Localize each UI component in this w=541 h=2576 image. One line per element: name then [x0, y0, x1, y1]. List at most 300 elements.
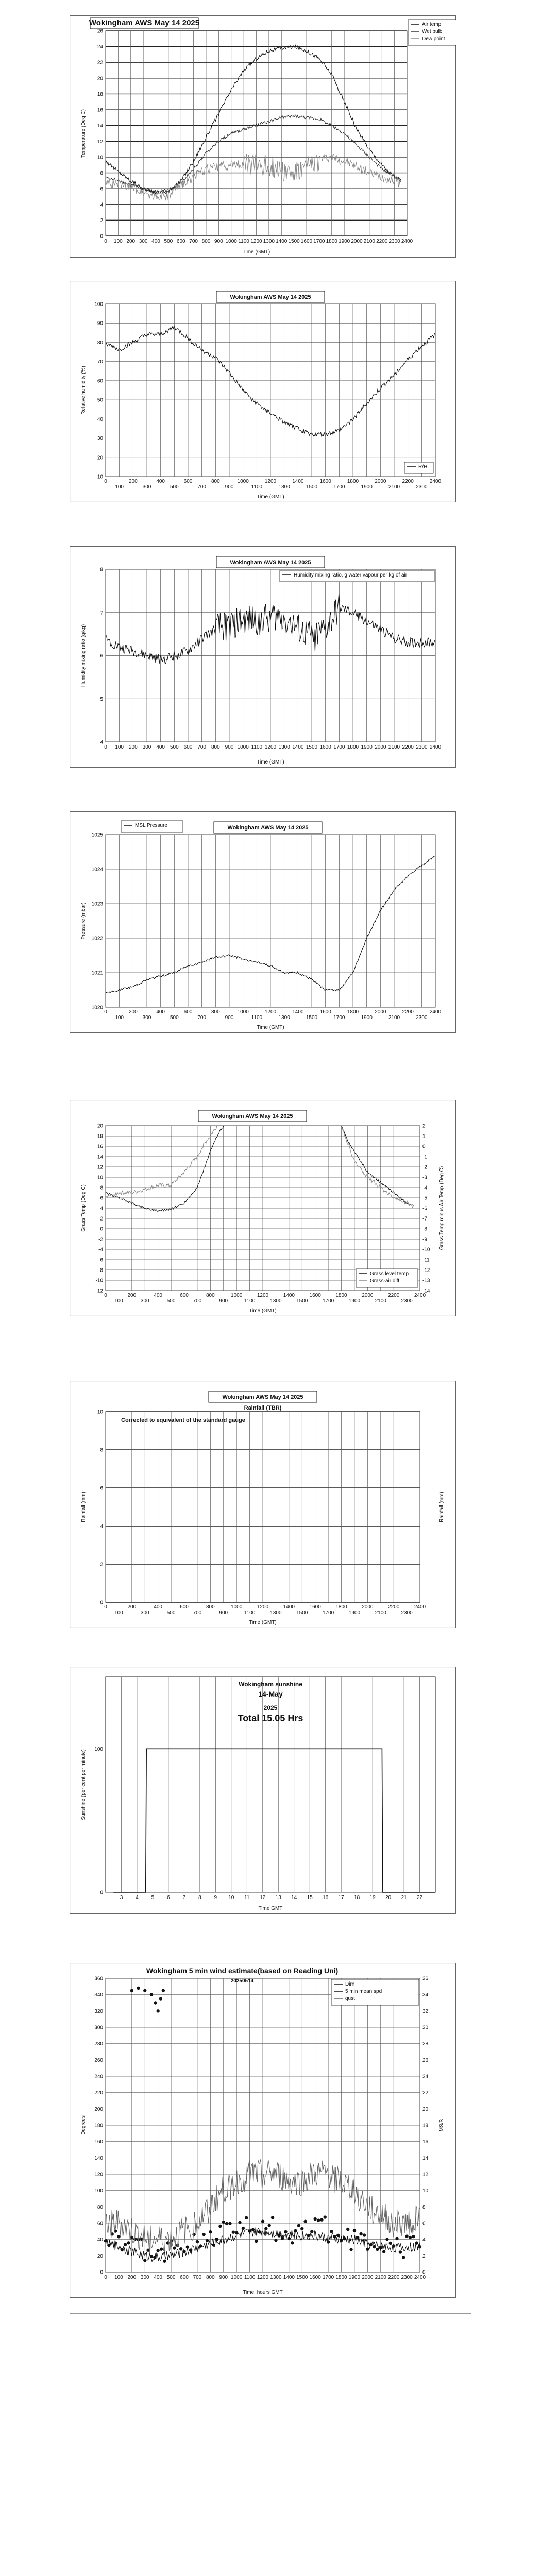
x-tick-label: 500 [166, 1298, 176, 1304]
x-tick-label: 400 [156, 479, 165, 484]
x-tick-label: 1400 [292, 479, 304, 484]
x-tick-label: 1900 [339, 239, 350, 244]
y2-tick-label: -1 [422, 1154, 427, 1160]
x-tick-label: 1900 [361, 744, 373, 750]
wind-direction-point [363, 2233, 366, 2236]
y-tick-label: 14 [97, 1154, 103, 1160]
y-tick-label: 4 [100, 1206, 103, 1212]
chart-title: Wokingham AWS May 14 2025 [227, 825, 309, 831]
y-tick-label: 160 [94, 2139, 103, 2145]
wind-direction-point [261, 2219, 264, 2223]
chart-year: 2025 [263, 1704, 278, 1711]
x-tick-label: 1600 [309, 2275, 321, 2280]
x-tick-label: 1000 [237, 479, 249, 484]
x-tick-label: 10 [228, 1895, 234, 1901]
y-axis-label: Pressure (mbar) [81, 902, 87, 940]
y2-tick-label: -14 [422, 1288, 430, 1294]
x-tick-label: 2000 [375, 744, 386, 750]
y2-tick-label: -10 [422, 1247, 430, 1253]
x-tick-label: 500 [170, 1015, 179, 1021]
chart-wind [70, 1963, 456, 2298]
legend-label: R/H [418, 464, 428, 470]
x-tick-label: 1500 [306, 1015, 318, 1021]
x-tick-label: 1000 [237, 744, 249, 750]
x-tick-label: 2100 [375, 1298, 386, 1304]
wind-direction-point [376, 2248, 379, 2251]
wind-direction-point [303, 2219, 307, 2223]
chart-title: Wokingham 5 min wind estimate(based on Reading Uni) [146, 1967, 339, 1975]
y-axis-label: Grass Temp (Deg C) [81, 1184, 87, 1232]
y2-tick-label: -8 [422, 1226, 427, 1232]
x-tick-label: 2100 [388, 484, 400, 490]
x-tick-label: 400 [156, 744, 165, 750]
x-tick-label: 1900 [348, 2275, 361, 2280]
x-tick-label: 2200 [388, 2275, 400, 2280]
y-tick-label: 5 [100, 696, 103, 702]
x-tick-label: 3 [120, 1895, 123, 1901]
wind-direction-point [163, 2260, 166, 2263]
y-tick-label: 200 [94, 2106, 103, 2112]
x-tick-label: 200 [127, 1604, 137, 1610]
x-tick-label: 100 [115, 484, 124, 490]
y-tick-label: 26 [97, 28, 103, 35]
x-tick-label: 0 [104, 1293, 107, 1298]
x-tick-label: 400 [156, 1009, 165, 1015]
x-tick-label: 1800 [335, 2275, 347, 2280]
chart-temp-svg [70, 15, 456, 258]
y2-axis-label: Grass Temp minus Air Temp (Deg C) [439, 1166, 445, 1250]
x-tick-label: 1600 [300, 239, 313, 244]
y2-axis-label: Rainfall (mm) [439, 1492, 445, 1522]
y-tick-label: 300 [94, 2025, 103, 2031]
x-tick-label: 1400 [283, 2275, 295, 2280]
x-tick-label: 400 [154, 1293, 163, 1298]
y-tick-label: 100 [94, 301, 103, 308]
wind-direction-point [124, 2243, 127, 2246]
x-tick-label: 900 [219, 2275, 228, 2280]
x-tick-label: 2400 [429, 1009, 442, 1015]
x-tick-label: 1700 [333, 484, 345, 490]
y-tick-label: 1020 [91, 1005, 103, 1011]
x-tick-label: 600 [183, 744, 193, 750]
y2-tick-label: 14 [422, 2155, 429, 2161]
x-tick-label: 1300 [278, 1015, 290, 1021]
x-tick-label: 2300 [416, 1015, 428, 1021]
wind-direction-point [271, 2216, 274, 2219]
x-tick-label: 100 [114, 1610, 123, 1616]
x-tick-label: 1400 [283, 1604, 295, 1610]
wind-direction-point [222, 2221, 225, 2224]
chart-rain [70, 1381, 456, 1628]
y-tick-label: 14 [97, 123, 103, 129]
y2-tick-label: 16 [422, 2139, 429, 2145]
y-tick-label: 4 [100, 202, 103, 208]
y-tick-label: 20 [97, 455, 103, 461]
x-tick-label: 700 [197, 484, 207, 490]
wind-direction-point [402, 2256, 405, 2259]
x-axis-label: Time (GMT) [242, 249, 270, 255]
x-tick-label: 1600 [309, 1604, 321, 1610]
x-tick-label: 1300 [263, 239, 275, 244]
legend-label: Dew point [422, 36, 445, 42]
x-tick-label: 200 [127, 2275, 137, 2280]
x-tick-label: 2000 [362, 2275, 374, 2280]
x-tick-label: 1200 [264, 479, 277, 484]
x-tick-label: 1600 [309, 1293, 321, 1298]
x-tick-label: 2100 [363, 239, 375, 244]
x-axis-label: Time, hours GMT [243, 2290, 283, 2295]
chart-title: Wokingham AWS May 14 2025 [222, 1394, 303, 1400]
x-tick-label: 100 [114, 239, 123, 244]
chart-mix [70, 546, 456, 768]
x-tick-label: 1200 [264, 744, 277, 750]
y2-tick-label: 36 [422, 1976, 429, 1982]
chart-title: Wokingham AWS May 14 2025 [230, 560, 311, 566]
y-tick-label: 10 [97, 155, 103, 161]
x-tick-label: 1700 [333, 744, 345, 750]
x-tick-label: 0 [104, 479, 107, 484]
y-tick-label: 4 [100, 739, 103, 745]
x-tick-label: 800 [211, 744, 220, 750]
wind-direction-point [359, 2232, 362, 2235]
x-tick-label: 1900 [361, 484, 373, 490]
x-tick-label: 600 [183, 1009, 193, 1015]
y-tick-label: 18 [97, 91, 103, 97]
y-tick-label: 340 [94, 1992, 103, 1998]
x-tick-label: 300 [140, 1298, 149, 1304]
wind-direction-point [156, 2009, 159, 2012]
wind-direction-point [317, 2218, 320, 2222]
x-tick-label: 2200 [388, 1293, 400, 1298]
legend-label: Humidity mixing ratio, g water vapour per kg of air [294, 572, 408, 578]
y-tick-label: 2 [100, 1562, 103, 1568]
x-tick-label: 1300 [278, 484, 290, 490]
y2-tick-label: 22 [422, 2090, 429, 2096]
y-tick-label: 60 [97, 2221, 103, 2227]
x-tick-label: 800 [201, 239, 211, 244]
y2-tick-label: 20 [422, 2106, 429, 2112]
x-tick-label: 1200 [257, 1293, 269, 1298]
x-tick-label: 2100 [388, 1015, 400, 1021]
x-tick-label: 1100 [238, 239, 249, 244]
x-tick-label: 1100 [244, 1610, 256, 1616]
x-tick-label: 300 [142, 1015, 151, 1021]
y-tick-label: 40 [97, 416, 103, 422]
x-tick-label: 100 [114, 1298, 123, 1304]
chart-rh [70, 281, 456, 502]
x-tick-label: 1500 [306, 744, 318, 750]
chart-grass [70, 1100, 456, 1316]
y2-tick-label: -13 [422, 1278, 430, 1284]
y-tick-label: 220 [94, 2090, 103, 2096]
x-tick-label: 11 [244, 1895, 250, 1901]
wind-direction-point [349, 2248, 352, 2251]
y-tick-label: 0 [100, 1600, 103, 1606]
x-tick-label: 2300 [401, 1610, 413, 1616]
x-tick-label: 800 [211, 1009, 220, 1015]
y-tick-label: 8 [100, 567, 103, 573]
y-tick-label: 2 [100, 1216, 103, 1222]
y-tick-label: 10 [97, 474, 103, 480]
y-tick-label: 4 [100, 1523, 103, 1530]
x-tick-label: 200 [128, 479, 138, 484]
x-tick-label: 1000 [231, 1293, 243, 1298]
x-tick-label: 300 [140, 1610, 149, 1616]
chart-title: Wokingham AWS May 14 2025 [89, 19, 200, 27]
y-axis-label: Relative humidity (%) [81, 366, 87, 415]
x-tick-label: 7 [182, 1895, 186, 1901]
x-tick-label: 600 [180, 1604, 189, 1610]
x-tick-label: 1700 [322, 1610, 334, 1616]
y-axis-label: Rainfall (mm) [81, 1492, 87, 1522]
x-tick-label: 500 [166, 2275, 176, 2280]
wind-direction-point [291, 2241, 294, 2244]
y-tick-label: 8 [100, 1185, 103, 1191]
x-tick-label: 1900 [361, 1015, 373, 1021]
chart-grass-svg [70, 1100, 456, 1316]
x-tick-label: 1200 [250, 239, 262, 244]
x-tick-label: 1700 [322, 1298, 334, 1304]
x-tick-label: 900 [219, 1298, 228, 1304]
y2-tick-label: 24 [422, 2074, 429, 2080]
chart-sun-svg [70, 1667, 456, 1914]
y2-tick-label: -5 [422, 1195, 427, 1201]
x-tick-label: 1800 [347, 1009, 359, 1015]
x-tick-label: 2400 [429, 479, 442, 484]
wind-direction-point [346, 2228, 349, 2231]
x-tick-label: 1200 [257, 2275, 269, 2280]
y-tick-label: 10 [97, 1409, 103, 1415]
legend-label: Dirn [345, 1981, 355, 1987]
y-tick-label: 320 [94, 2008, 103, 2014]
wind-direction-point [255, 2240, 258, 2243]
y-tick-label: 100 [94, 2188, 103, 2194]
x-tick-label: 16 [323, 1895, 329, 1901]
y-tick-label: 280 [94, 2041, 103, 2047]
x-tick-label: 300 [142, 484, 151, 490]
y2-tick-label: 10 [422, 2188, 429, 2194]
chart-sun [70, 1667, 456, 1914]
y-tick-label: 7 [100, 610, 103, 616]
wind-direction-point [162, 1989, 165, 1992]
x-tick-label: 600 [176, 239, 185, 244]
y-tick-label: 1021 [91, 970, 103, 976]
x-tick-label: 1300 [270, 1610, 282, 1616]
wind-direction-point [284, 2230, 287, 2233]
x-tick-label: 200 [127, 1293, 137, 1298]
x-tick-label: 400 [154, 1604, 163, 1610]
x-tick-label: 800 [211, 479, 220, 484]
y-tick-label: 30 [97, 436, 103, 442]
y-tick-label: 120 [94, 2172, 103, 2178]
wind-direction-point [117, 2235, 120, 2238]
x-tick-label: 1100 [251, 1015, 263, 1021]
x-tick-label: 800 [206, 1293, 215, 1298]
y-tick-label: 6 [100, 186, 103, 192]
wind-direction-point [127, 2241, 130, 2244]
x-tick-label: 1600 [319, 744, 331, 750]
y2-tick-label: -7 [422, 1216, 427, 1222]
x-tick-label: 500 [170, 744, 179, 750]
x-tick-label: 13 [275, 1895, 281, 1901]
x-tick-label: 21 [401, 1895, 407, 1901]
x-tick-label: 17 [338, 1895, 344, 1901]
y2-tick-label: 0 [422, 1144, 426, 1150]
x-tick-label: 1000 [237, 1009, 249, 1015]
chart-subtitle: Rainfall (TBR) [244, 1405, 282, 1411]
y-tick-label: -8 [98, 1267, 103, 1274]
x-tick-label: 2000 [375, 1009, 386, 1015]
x-tick-label: 800 [206, 2275, 215, 2280]
wind-direction-point [399, 2250, 402, 2253]
y-tick-label: 18 [97, 1133, 103, 1140]
wind-direction-point [300, 2227, 303, 2230]
legend-label: Air temp [422, 22, 442, 27]
x-tick-label: 2000 [362, 1293, 374, 1298]
wind-direction-point [288, 2237, 291, 2240]
y-axis-label: Temperature (Deg C) [81, 109, 87, 158]
x-tick-label: 500 [164, 239, 173, 244]
x-tick-label: 1600 [319, 479, 331, 484]
x-tick-label: 100 [115, 744, 124, 750]
y-tick-label: 20 [97, 76, 103, 82]
x-tick-label: 1500 [296, 1610, 308, 1616]
y2-tick-label: 34 [422, 1992, 429, 1998]
wind-direction-point [150, 1993, 153, 1996]
x-tick-label: 1800 [335, 1293, 347, 1298]
y2-tick-label: 0 [422, 2269, 426, 2276]
x-tick-label: 1800 [335, 1604, 347, 1610]
x-tick-label: 0 [104, 1009, 107, 1015]
x-tick-label: 1100 [244, 1298, 256, 1304]
x-tick-label: 14 [291, 1895, 297, 1901]
x-tick-label: 200 [128, 744, 138, 750]
x-tick-label: 700 [193, 1298, 202, 1304]
x-tick-label: 1700 [322, 2275, 334, 2280]
x-tick-label: 1500 [296, 2275, 308, 2280]
y-tick-label: -4 [98, 1247, 103, 1253]
wind-direction-point [218, 2225, 222, 2228]
wind-direction-point [192, 2233, 195, 2236]
wind-direction-point [382, 2250, 385, 2253]
x-tick-label: 2100 [375, 2275, 386, 2280]
y-axis-label: Humidity mixing ratio (g/kg) [81, 624, 87, 687]
x-tick-label: 15 [307, 1895, 313, 1901]
x-tick-label: 0 [104, 744, 107, 750]
y-tick-label: 20 [97, 2253, 103, 2259]
wind-direction-point [173, 2246, 176, 2249]
legend-label: gust [345, 1996, 355, 2002]
wind-direction-point [330, 2230, 333, 2233]
legend-label: Grass-air diff [370, 1278, 400, 1284]
wind-direction-point [143, 2259, 146, 2262]
y-tick-label: 0 [100, 2269, 103, 2276]
wind-direction-point [245, 2216, 248, 2219]
x-tick-label: 1500 [306, 484, 318, 490]
y2-tick-label: 28 [422, 2041, 429, 2047]
y-tick-label: 12 [97, 1164, 103, 1171]
y2-tick-label: -9 [422, 1236, 427, 1243]
x-tick-label: 1100 [244, 2275, 256, 2280]
legend-label: Wet bulb [422, 29, 443, 35]
x-tick-label: 1800 [347, 744, 359, 750]
x-tick-label: 2100 [375, 1610, 386, 1616]
y-tick-label: 6 [100, 1195, 103, 1201]
x-tick-label: 900 [225, 744, 234, 750]
y-tick-label: 90 [97, 320, 103, 327]
x-tick-label: 1500 [296, 1298, 308, 1304]
x-tick-label: 300 [139, 239, 148, 244]
chart-title: Wokingham AWS May 14 2025 [230, 294, 311, 300]
wind-direction-point [196, 2240, 199, 2243]
wind-direction-point [228, 2222, 231, 2225]
y-tick-label: 0 [100, 1226, 103, 1232]
x-tick-label: 600 [183, 479, 193, 484]
x-tick-label: 1800 [326, 239, 337, 244]
x-tick-label: 2000 [375, 479, 386, 484]
y-tick-label: -12 [95, 1288, 103, 1294]
y-tick-label: 24 [97, 44, 103, 50]
y-axis-label: Degrees [81, 2115, 87, 2135]
x-tick-label: 600 [180, 1293, 189, 1298]
y2-tick-label: 32 [422, 2008, 429, 2014]
y2-tick-label: -6 [422, 1206, 427, 1212]
y-tick-label: 1024 [91, 867, 103, 873]
y-tick-label: 100 [94, 1746, 103, 1752]
x-tick-label: 2000 [362, 1604, 374, 1610]
y-tick-label: 60 [97, 378, 103, 384]
y2-tick-label: 2 [422, 2253, 426, 2259]
wind-direction-point [353, 2229, 356, 2232]
x-tick-label: 1500 [288, 239, 300, 244]
wind-direction-point [160, 2248, 163, 2251]
wind-direction-point [409, 2236, 412, 2239]
chart-date: 14-May [258, 1690, 283, 1698]
wind-direction-point [238, 2221, 241, 2224]
x-tick-label: 2400 [414, 2275, 426, 2280]
y-tick-label: 16 [97, 1144, 103, 1150]
x-tick-label: 1300 [270, 2275, 282, 2280]
x-tick-label: 0 [104, 1604, 107, 1610]
y-tick-label: 8 [100, 1447, 103, 1453]
y2-tick-label: 6 [422, 2221, 426, 2227]
x-axis-label: Time GMT [258, 1906, 283, 1911]
wind-direction-point [232, 2230, 235, 2233]
wind-direction-point [389, 2242, 392, 2245]
x-tick-label: 6 [167, 1895, 170, 1901]
x-tick-label: 1900 [348, 1298, 361, 1304]
x-tick-label: 1900 [348, 1610, 361, 1616]
wind-direction-point [385, 2238, 388, 2241]
x-axis-label: Time (GMT) [249, 1620, 277, 1625]
y2-tick-label: -11 [422, 1257, 430, 1263]
x-tick-label: 700 [197, 744, 207, 750]
x-tick-label: 2200 [402, 1009, 414, 1015]
y2-tick-label: 26 [422, 2057, 429, 2063]
x-axis-label: Time (GMT) [257, 494, 284, 500]
y-tick-label: 50 [97, 397, 103, 403]
chart-title: Wokingham AWS May 14 2025 [212, 1113, 293, 1120]
wind-direction-point [225, 2222, 228, 2225]
x-tick-label: 2400 [429, 744, 442, 750]
y2-tick-label: 4 [422, 2237, 426, 2243]
y2-tick-label: 30 [422, 2025, 429, 2031]
x-tick-label: 2200 [402, 479, 414, 484]
y2-tick-label: -4 [422, 1185, 427, 1191]
x-tick-label: 900 [225, 1015, 234, 1021]
wind-direction-point [268, 2224, 271, 2227]
bottom-divider [70, 2313, 471, 2314]
